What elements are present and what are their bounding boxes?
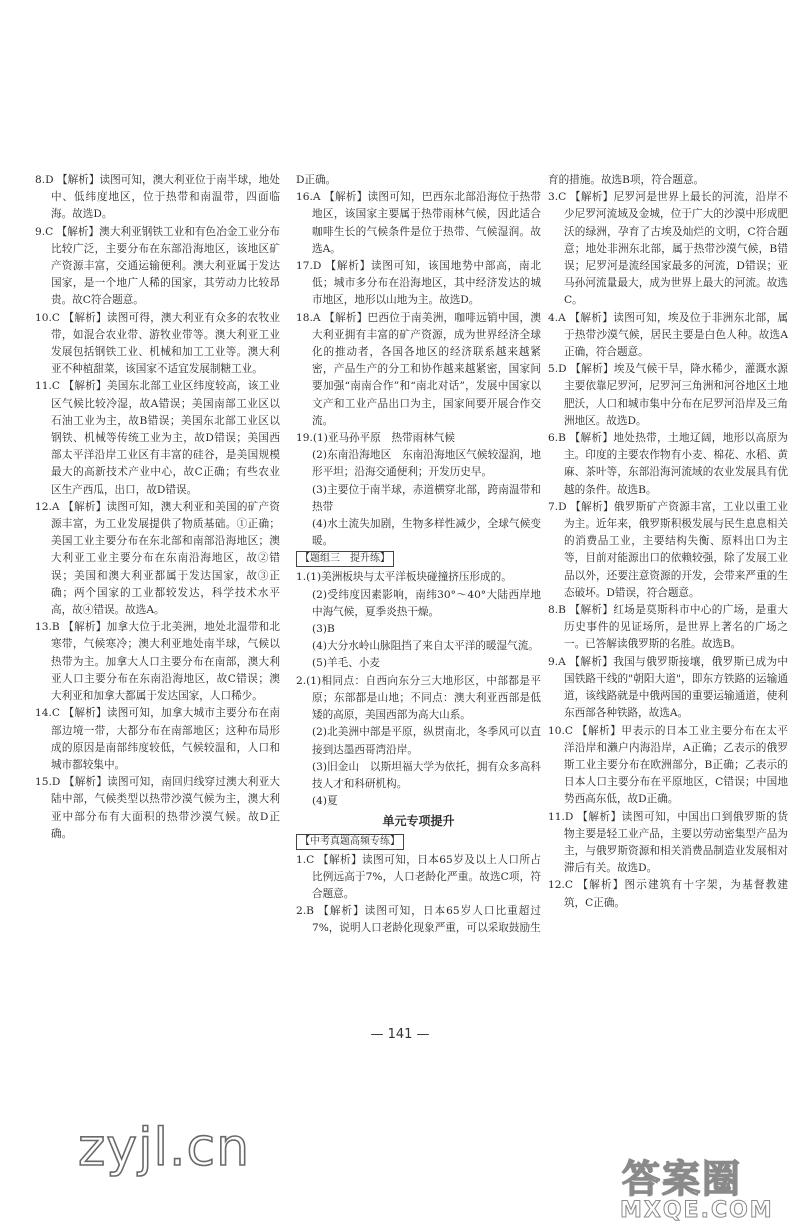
watermark-logo-text: 答案圈 [622, 1157, 743, 1201]
section-heading: 单元专项提升 [382, 814, 455, 829]
answer-item: 10.C 【解析】读图可得，澳大利亚有众多的农牧业带，如混合农业带、游牧业带等。澳大利亚工业发展包括钢铁工业、机械和加工工业等。澳大利亚不种植甜菜，该国家不适宜发展制糖工业。 [35, 311, 280, 376]
answer-item: 2.(1)相同点：自西向东分三大地形区，中部都是平原；东部都是山地；不同点：澳大利亚西部是低矮的高原，美国西部为高大山系。 [296, 674, 541, 722]
answer-item: 11.D 【解析】读图可知，中国出口到俄罗斯的货物主要是轻工业产品，主要以劳动密集型产品为主，与俄罗斯资源和相关消费品制造业发展相对滞后有关。故选D。 [548, 810, 788, 875]
answer-item: (4)大分水岭山脉阻挡了来自太平洋的暖湿气流。 [312, 640, 539, 653]
answer-item: 11.C 【解析】美国东北部工业区纬度较高，该工业区气候比较冷湿，故A错误；美国南部工业区以石油工业为主，故B错误；美国东北部工业区以钢铁、机械等传统工业为主，故D错误；美国西部太平洋沿岸工业区有丰富的硅谷，是美国规模最大的高新技术产业中心，故C正确；有些农业区生产西瓜，出口，故D错误。 [35, 380, 280, 496]
watermark-site-text: MXQE.COM [620, 1198, 774, 1223]
subsection-label: 【题组三 提升练】 [296, 550, 541, 569]
answer-item: (5)羊毛、小麦 [312, 657, 380, 670]
answer-item: 9.A 【解析】我国与俄罗斯接壤，俄罗斯已成为中国铁路干线的"朝阳大道"，即东方铁路的运输通道，该线路就是中俄两国的重要运输通道，使利东西部各种铁路，故选A。 [548, 655, 788, 720]
answer-item: (4)夏 [312, 795, 338, 808]
answer-item: 1.C 【解析】读图可知，日本65岁及以上人口所占比例远高于7%，人口老龄化严重。故选C项，符合题意。 [296, 853, 541, 900]
answer-item: 4.A 【解析】读图可知，埃及位于非洲东北部，属于热带沙漠气候，居民主要是白色人种。故选A正确，符合题意。 [548, 311, 788, 359]
answer-item: 5.D 【解析】埃及气候干旱，降水稀少，灌溉水源主要依靠尼罗河，尼罗河三角洲和河谷地区土地肥沃，人口和城市集中分布在尼罗河沿岸及三角洲地区。故选D。 [548, 363, 788, 427]
column-right [548, 172, 788, 912]
watermark-zyjl: zyjl.cn [78, 1118, 251, 1178]
answer-item: 7.D 【解析】俄罗斯矿产资源丰富，工业以重工业为主。近年来，俄罗斯积极发展与民生息息相关的消费品工业，主要结构失衡、原料出口为主等，目前对能源出口的依赖较强，除了发展工业品以外，还要注意资源的开发，会带来严重的生态破坏。D错误，符合题意。 [548, 500, 788, 599]
answer-item: 14.C 【解析】读图可知，加拿大城市主要分布在南部边境一带，大都分布在南部地区；这种布局形成的原因是南部纬度较低，气候较温和，人口和城市都较集中。 [35, 707, 280, 771]
answer-item: 2.B 【解析】读图可知，日本65岁人口比重超过7%，说明人口老龄化现象严重，可以采取鼓励生 [296, 905, 541, 935]
answer-item: 12.C 【解析】图示建筑有十字架，为基督教建筑，C正确。 [548, 879, 788, 909]
answer-item: (3)旧金山 以斯坦福大学为依托，拥有众多高科技人才和科研机构。 [312, 760, 541, 790]
answer-item: 6.B 【解析】地处热带，土地辽阔，地形以高原为主。印度的主要农作物有小麦、棉花、水稻、黄麻、茶叶等，东部沿海河流域的农业发展具有优越的条件。故选B。 [548, 432, 788, 496]
answer-item: 3.C 【解析】尼罗河是世界上最长的河流，沿岸不少尼罗河流域及金城，位于广大的沙漠中形成肥沃的绿洲，孕育了古埃及灿烂的文明，C符合题意；地处非洲东北部，属于热带沙漠气候，B错误；尼罗河是流经国家最多的河流，D错误；亚马孙河流量最大，成为世界上最大的河流。故选C。 [548, 191, 788, 307]
answer-item: 8.D 【解析】读图可知，澳大利亚位于南半球，地处中、低纬度地区，位于热带和南温带，四面临海。故选D。 [35, 174, 280, 221]
page-number: — 141 — [370, 1027, 430, 1042]
answer-item: (4)水土流失加剧，生物多样性减少，全球气候变暖。 [312, 518, 541, 548]
answer-item: 育的措施。故选B项，符合题意。 [548, 174, 705, 186]
answer-item: 17.D 【解析】读图可知，该国地势中部高，南北低；城市多分布在沿海地区，其中经济发达的城市地区，地形以山地为主。故选D。 [296, 260, 541, 307]
answer-item: 18.A 【解析】巴西位于南美洲，咖啡远销中国，澳大利亚拥有丰富的矿产资源，成为世界经济全球化的推动者，各国各地区的经济联系越来越紧密，产品生产的分工和协作越来越紧密，国家间要加强“南南合作”和“南北对话”，发展中国家以文产和工业产品出口为主，国家间要开展合作交流。 [296, 311, 541, 427]
answer-item: (2)东南沿海地区 东南沿海地区气候较湿润，地形平坦；沿海交通便利；开发历史早。 [312, 449, 541, 479]
answer-item: (3)主要位于南半球，赤道横穿北部，跨南温带和热带 [312, 483, 541, 513]
column-left [35, 172, 280, 843]
answer-item: 16.A 【解析】读图可知，巴西东北部沿海位于热带地区，该国家主要属于热带雨林气候，因此适合咖啡生长的气候条件是位于热带、气候湿润。故选A。 [296, 191, 541, 255]
column-middle [296, 172, 541, 938]
answer-item: 1.(1)美洲板块与太平洋板块碰撞挤压形成的。 [296, 571, 512, 584]
answer-item: 9.C 【解析】澳大利亚钢铁工业和有色冶金工业分布比较广泛，主要分布在东部沿海地区，该地区矿产资源丰富，交通运输便利。澳大利亚属于发达国家，是一个地广人稀的国家，其劳动力比较昂贵。故C符合题意。 [35, 225, 280, 307]
answer-item: 19.(1)亚马孙平原 热带雨林气候 [296, 432, 455, 445]
watermark-mxqe [600, 1148, 790, 1226]
subsection-label: 【中考真题高频专练】 [296, 833, 541, 852]
answer-item: (2)北美洲中部是平原，纵贯南北，冬季风可以直接到达墨西哥湾沿岸。 [312, 726, 541, 756]
answer-item: 8.B 【解析】红场是莫斯科市中心的广场，是重大历史事件的见证场所，是世界上著名的广场之一。已答解读俄罗斯的名胜。故选B。 [548, 604, 788, 651]
answer-item: (3)B [312, 623, 335, 636]
answer-item: 10.C 【解析】甲表示的日本工业主要分布在太平洋沿岸和濑户内海沿岸，A正确；乙表示的俄罗斯工业主要分布在欧洲部分，B正确；乙表示的日本人口主要分布在平原地区，C错误；中国地势西高东低，故D正确。 [548, 724, 788, 806]
answer-item: 13.B 【解析】加拿大位于北美洲，地处北温带和北寒带，气候寒冷；澳大利亚地处南半球，气候以热带为主。加拿大人口主要分布在南部，澳大利亚人口主要分布在东南沿海地区，故C错误；澳大利亚和加拿大都属于发达国家，人口稀少。 [35, 621, 280, 703]
answer-item: D正确。 [296, 174, 337, 186]
answer-item: 12.A 【解析】读图可知，澳大利亚和美国的矿产资源丰富，为工业发展提供了物质基础。①正确；美国工业主要分布在东北部和南部沿海地区；澳大利亚工业主要分布在东南沿海地区，故②错误；美国和澳大利亚都属于发达国家，故③正确；两个国家的工业都较发达，科学技术水平高，故④错误。故选A。 [35, 500, 280, 617]
answer-item: (2)受纬度因素影响，南纬30°～40°大陆西岸地中海气候，夏季炎热干燥。 [312, 588, 541, 618]
answer-item: 15.D 【解析】读图可知，南回归线穿过澳大利亚大陆中部，气候类型以热带沙漠气候为主，澳大利亚中部分布有大面积的热带沙漠气候。故D正确。 [35, 776, 280, 840]
